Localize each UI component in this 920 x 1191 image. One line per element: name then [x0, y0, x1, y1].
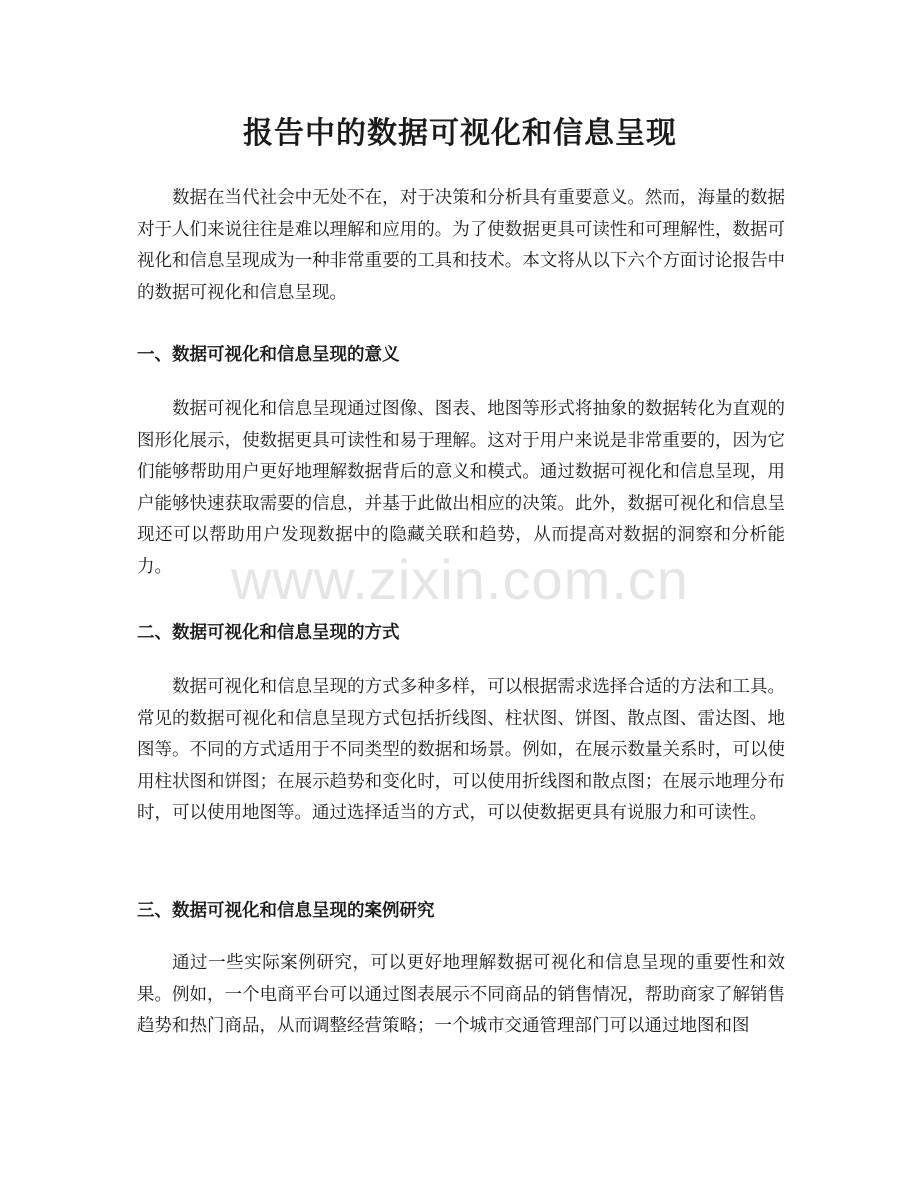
intro-paragraph: 数据在当代社会中无处不在，对于决策和分析具有重要意义。然而，海量的数据对于人们来说往往是难以理解和应用的。为了使数据更具可读性和可理解性，数据可视化和信息呈现成为一种非常重要的工具和技术。本文将从以下六个方面讨论报告中的数据可视化和信息呈现。 — [137, 188, 785, 303]
document-title: 报告中的数据可视化和信息呈现 — [243, 116, 677, 151]
section-body-1: 数据可视化和信息呈现通过图像、图表、地图等形式将抽象的数据转化为直观的图形化展示，使数据更具可读性和易于理解。这对于用户来说是非常重要的，因为它们能够帮助用户更好地理解数据背后的意义和模式。通过数据可视化和信息呈现，用户能够快速获取需要的信息，并基于此做出相应的决策。此外，数据可视化和信息呈现还可以帮助用户发现数据中的隐藏关联和趋势，从而提高对数据的洞察和分析能力。 — [137, 399, 785, 577]
watermark: www.zixin.com.cn — [231, 548, 689, 611]
section-heading-2: 二、数据可视化和信息呈现的方式 — [137, 623, 400, 643]
section-body-2: 数据可视化和信息呈现的方式多种多样，可以根据需求选择合适的方法和工具。常见的数据可视化和信息呈现方式包括折线图、柱状图、饼图、散点图、雷达图、地图等。不同的方式适用于不同类型的数据和场景。例如，在展示数量关系时，可以使用柱状图和饼图；在展示趋势和变化时，可以使用折线图和散点图；在展示地理分布时，可以使用地图等。通过选择适当的方式，可以使数据更具有说服力和可读性。 — [137, 677, 785, 823]
section-heading-3: 三、数据可视化和信息呈现的案例研究 — [137, 901, 435, 921]
section-heading-1: 一、数据可视化和信息呈现的意义 — [137, 345, 400, 365]
section-body-3: 通过一些实际案例研究，可以更好地理解数据可视化和信息呈现的重要性和效果。例如，一个电商平台可以通过图表展示不同商品的销售情况，帮助商家了解销售趋势和热门商品，从而调整经营策略；一个城市交通管理部门可以通过地图和图 — [137, 953, 785, 1036]
